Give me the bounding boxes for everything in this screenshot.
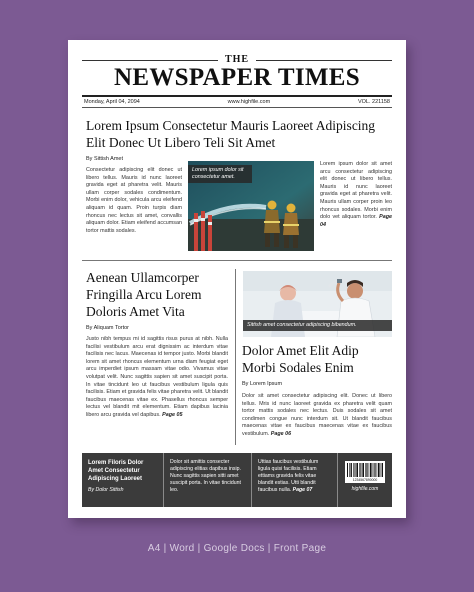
masthead-rule-right — [256, 60, 392, 61]
story3-body — [242, 393, 392, 439]
story2-byline: By Aliquam Tortor — [86, 325, 130, 331]
lead-byline: By Sittish Amet — [86, 156, 123, 162]
lead-column-3-text: Lorem ipsum dolor sit amet arcu consectetur adipiscing elit donec ut libero tellus. Mauris id nunc laoreet gravida eget at pharetra velit. Mauris ullam corper proin leo rhoncus sodales. Morbi enim dolo vet aliquam tortor. — [320, 161, 392, 221]
story2-page-ref: Page 05 — [162, 411, 183, 418]
lead-photo-caption: Lorem ipsum dolor sit consectetur amet. — [188, 165, 252, 183]
story3-body-text: Dolor sit amet consectetur adipiscing elit. Donec ut libero tellus. Mris id nunc laoreet gravida ex pharetra velit quam tortor mattis sodales nec lectus. Duis sodales sit amet condimen congue nunc interdum sit. Ut blandit faucibus maecenas vitae ex faucibus maecenas vitae ex faucibus vestibulum. — [242, 393, 392, 437]
footer-site: highfile.com — [351, 486, 379, 492]
story2-body-text: Justo nibh tempus mi id sagittis risus purus at nibh. Nulla facilisi vestibulum arcu erat dignissim ac interdum vitae facilisis nec lacus. Maecenas id tempor justo. Morbi blandit lorem sit amet rhoncus elementum urna diam feugiat eget arcu imperdiet ipsum massam vitae odio. Vivamus vitae volutpat velit. Nunc sagittis sapien sit amet suscipit porta. In vitae tincidunt leo ut faucibus vestibulum ligula quis facilisis. Etiam et gravida felis vitae pharetra velit. Ut blandit faucibus maecenas vitae ex. Phasellus rhoncus semper lectus vel blandit mit elementum. Etiam dapibus lacinia libero arcu gravida vel dapibus. — [86, 336, 228, 418]
lead-column-1 — [86, 167, 182, 235]
lead-headline: Lorem Ipsum Consectetur Mauris Laoreet Adipiscing Elit Donec Ut Libero Teli Sit Amet — [86, 118, 376, 150]
story2-body — [86, 336, 228, 420]
dateline-bar — [82, 95, 392, 108]
story2-headline: Aenean Ullamcorper Fringilla Arcu Lorem Doloris Amet Vita — [86, 270, 202, 319]
lead-page-ref: Page 04 — [320, 214, 392, 228]
footer-column-3 — [252, 453, 338, 507]
firefighters-photo — [188, 161, 314, 251]
footer-page-ref: Page 07 — [292, 487, 313, 493]
masthead-title: NEWSPAPER TIMES — [114, 64, 360, 91]
barcode-number: 1234567890000 — [352, 478, 378, 482]
newspaper-page — [68, 40, 406, 518]
barcode-icon — [347, 463, 383, 477]
section-divider — [82, 260, 392, 261]
template-format-label: A4 | Word | Google Docs | Front Page — [147, 543, 327, 554]
doctor-patient-photo — [243, 271, 392, 337]
story3-photo-caption: Sittish amet consectetur adipiscing bibendum. — [243, 320, 392, 331]
footer-barcode-block — [338, 453, 392, 507]
footer-column-2-text: Dolor sit amittis consecter adipiscing elitias dapibus insip. Nunc sagittis sapien sitti amet suscipit porta. In vitae tincidunt leo. — [170, 459, 241, 493]
story3-byline: By Lorem Ipsum — [242, 381, 283, 387]
lead-column-3 — [320, 161, 392, 229]
footer-column-3-text: Uttias faucibus vestibulum ligula quisi facilisis. Etiam ettiams gravida felis vitae blandit estias. Utti blandit faucibus nulla. — [258, 459, 319, 493]
website: www.highfile.com — [227, 99, 271, 105]
story3-page-ref: Page 06 — [270, 430, 292, 437]
volume-number: VOL. 221158 — [357, 99, 390, 105]
barcode — [345, 461, 385, 483]
story3-headline: Dolor Amet Elit Adip Morbi Sodales Enim — [242, 343, 359, 375]
masthead-kicker: THE — [224, 54, 250, 65]
issue-date: Monday, April 04, 2094 — [84, 99, 140, 105]
footer-feature-title: Lorem Filoris Dolor Amet Consectetur Adipiscing Laoreet — [88, 460, 144, 482]
footer-feature-byline: By Dolor Sittish — [88, 487, 124, 493]
footer-band — [82, 453, 392, 507]
footer-feature — [82, 453, 164, 507]
footer-column-2 — [164, 453, 252, 507]
lead-column-1-text: Consectetur adipiscing elit donec ut libero tellus. Mauris id nunc laoreet gravida eget at pharetra velit. Mauris ullam corper sodales condimentum. Morbi enim dolor, vehicula arcu eleifend aliquam id quam. Proin turpis diam rhoncus nec lectus sit amet, convallis aliquam dolor. Etiam eleifend accumsan tortor mattis sodales. — [86, 167, 182, 234]
